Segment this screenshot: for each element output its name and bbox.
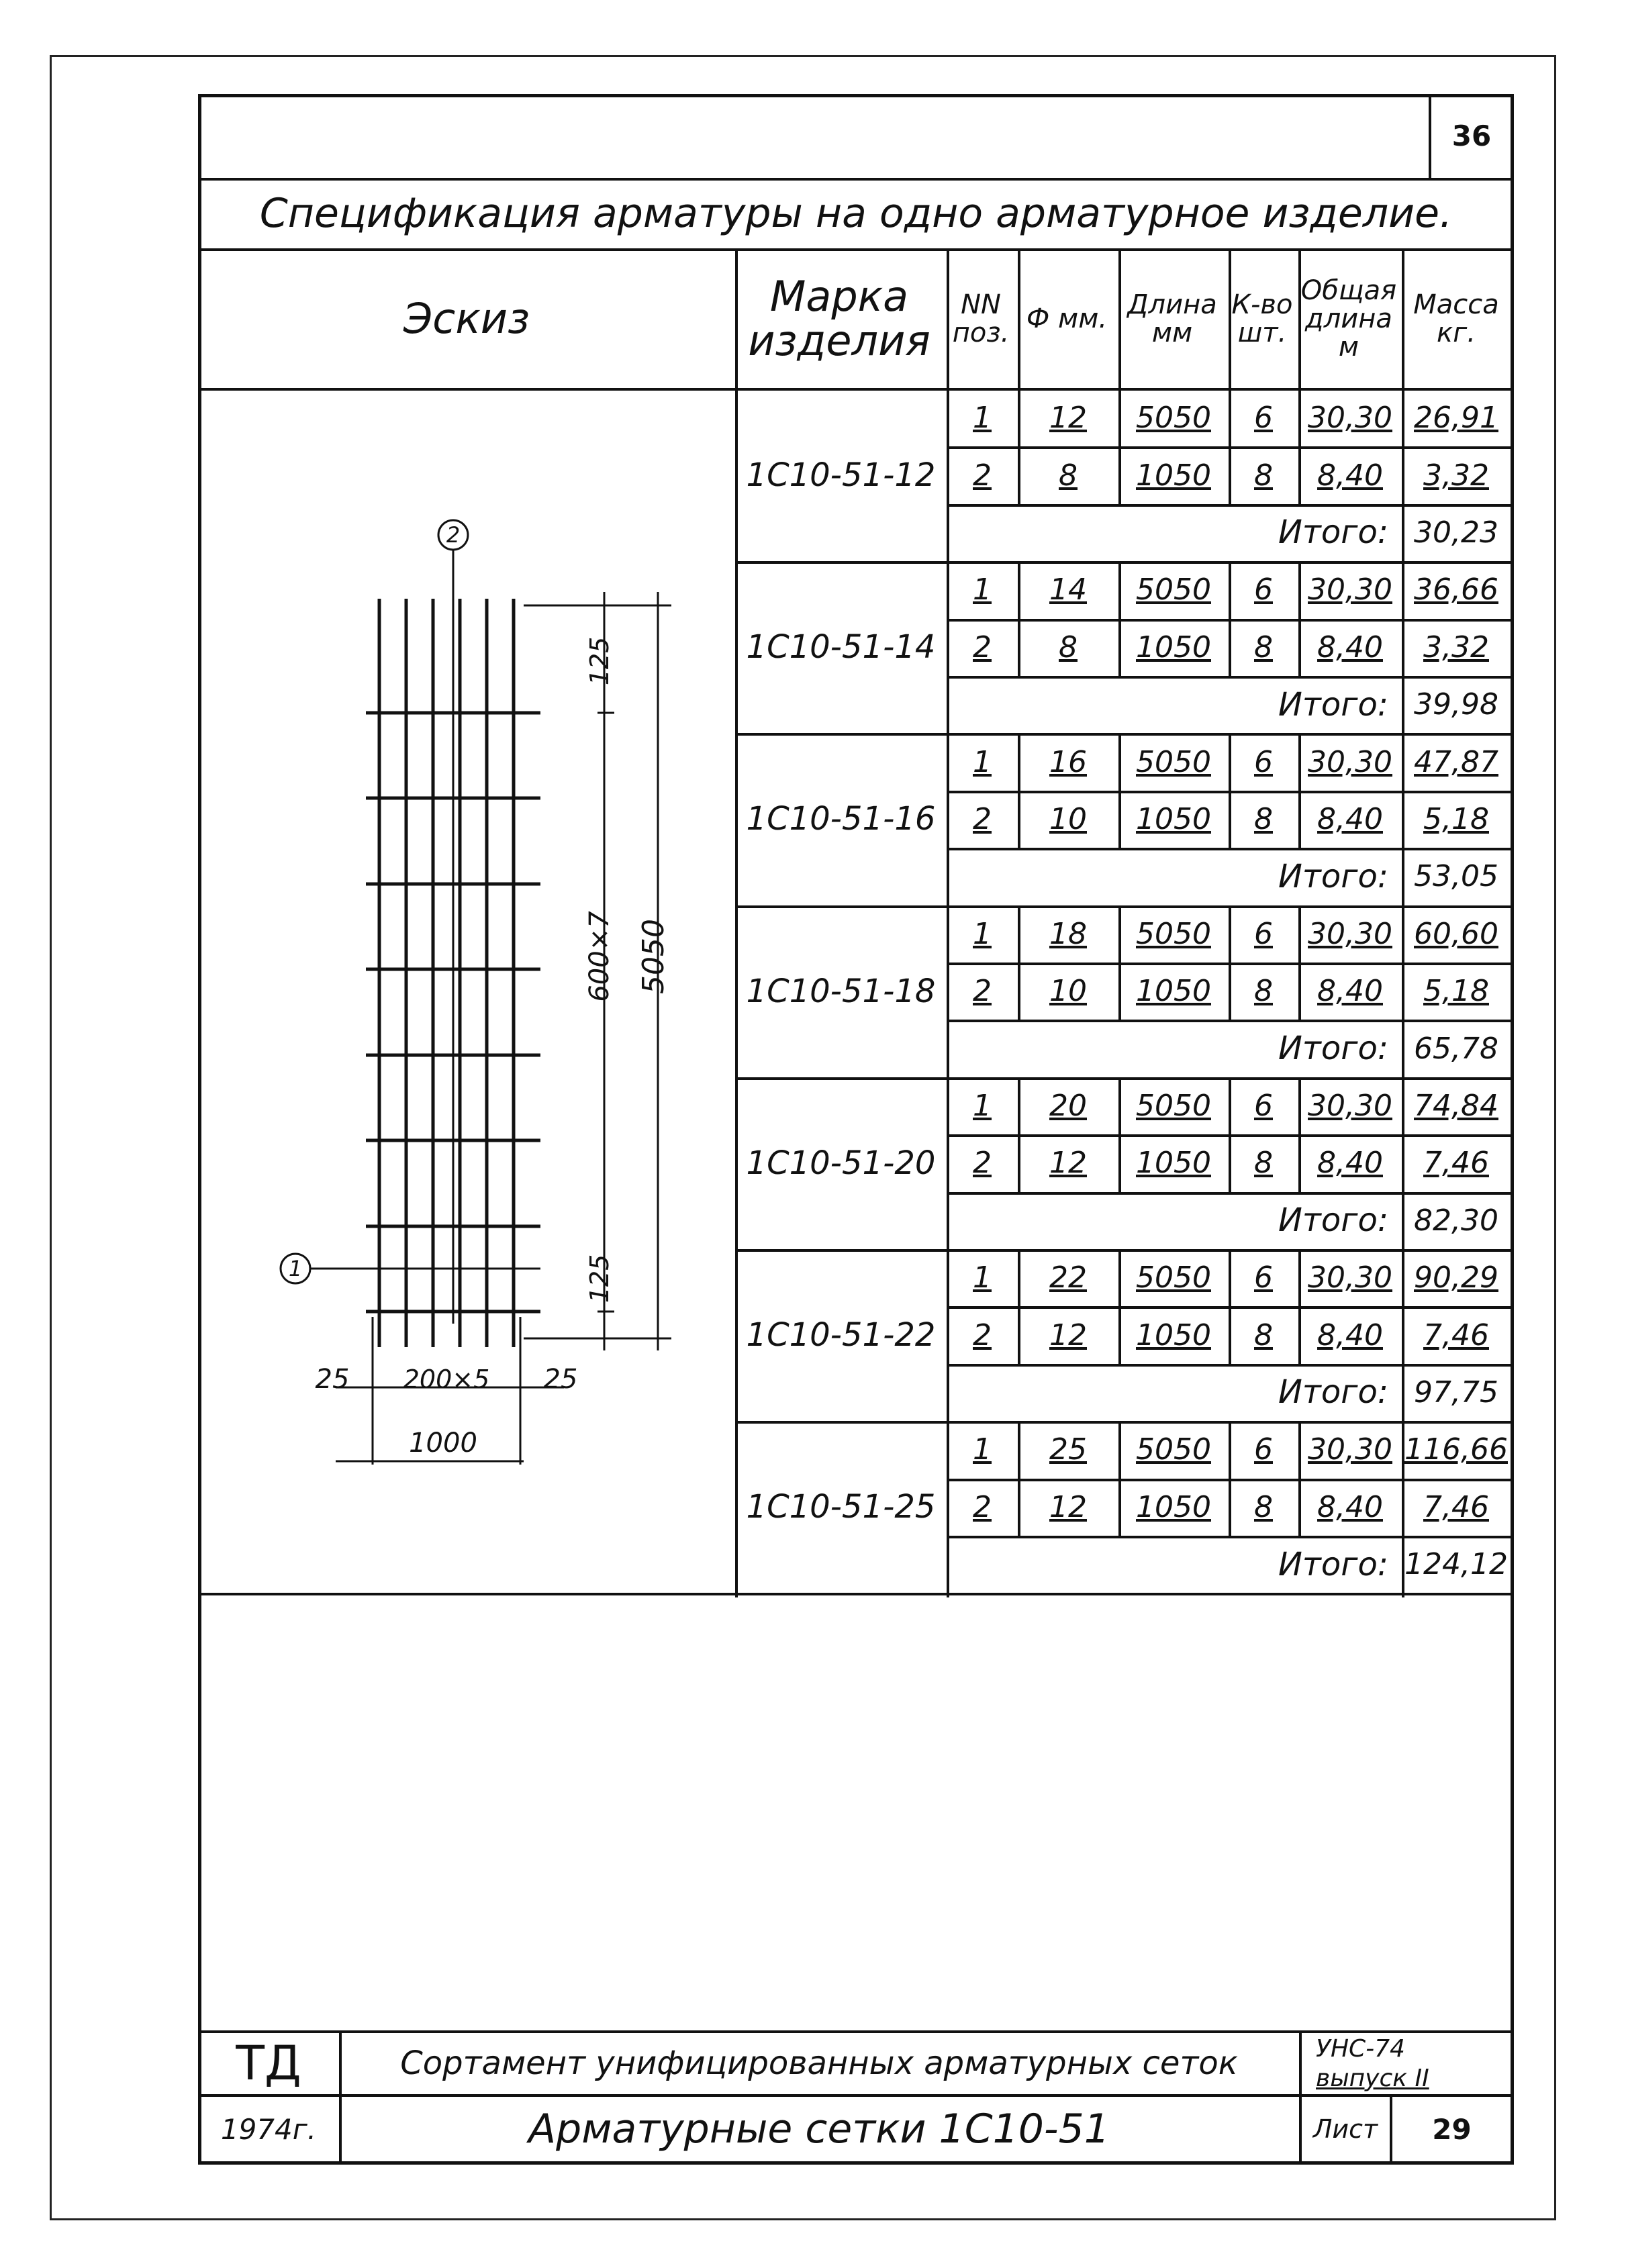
row-column-divider — [1118, 389, 1121, 446]
cell-length: 5050 — [1136, 916, 1211, 951]
row-column-divider — [1018, 389, 1020, 446]
stamp-series-title: Сортамент унифицированных арматурных сеток — [400, 2044, 1238, 2082]
row-column-divider — [1298, 1306, 1301, 1363]
cell-qty: 6 — [1254, 1432, 1273, 1467]
cell-pos: 1 — [973, 1088, 992, 1123]
row-column-divider — [1118, 446, 1121, 503]
total-mass: 124,12 — [1404, 1547, 1508, 1582]
row-column-divider — [1118, 733, 1121, 790]
cell-total-length: 8,40 — [1317, 630, 1383, 664]
row-column-divider — [1229, 791, 1231, 848]
col-header-total-length: Общая длина м — [1300, 275, 1397, 362]
total-label: Итого: — [1278, 1201, 1388, 1240]
sheet-number: 36 — [1451, 119, 1492, 152]
pos-1-label: 1 — [288, 1256, 303, 1281]
cell-total-length: 30,30 — [1308, 1261, 1392, 1295]
row-column-divider — [1018, 963, 1020, 1020]
product-mark: 1С10-51-22 — [746, 1316, 936, 1354]
cell-total-length: 30,30 — [1308, 401, 1392, 436]
cell-dia: 18 — [1049, 916, 1087, 951]
cell-dia: 14 — [1049, 573, 1087, 607]
row-column-divider — [1298, 446, 1301, 503]
total-label: Итого: — [1278, 513, 1388, 552]
row-column-divider — [1018, 905, 1020, 963]
row-column-divider — [1229, 733, 1231, 790]
row-column-divider — [1118, 905, 1121, 963]
cell-qty: 8 — [1254, 1146, 1273, 1181]
total-mass: 82,30 — [1414, 1203, 1498, 1238]
dim-5050: 5050 — [636, 919, 671, 994]
dim-25-right: 25 — [543, 1364, 578, 1395]
stamp-logo: ТД — [236, 2036, 301, 2091]
cell-mass: 47,87 — [1414, 744, 1498, 779]
cell-mass: 60,60 — [1414, 916, 1498, 951]
cell-total-length: 30,30 — [1308, 1432, 1392, 1467]
col-header-pos: NN поз. — [952, 289, 1010, 348]
col-header-mark: Марка изделия — [748, 272, 930, 365]
cell-length: 5050 — [1136, 1088, 1211, 1123]
cell-qty: 8 — [1254, 1318, 1273, 1352]
col-header-sketch: Эскиз — [403, 294, 530, 343]
col-header-length: Длина мм — [1127, 289, 1217, 348]
total-mass: 30,23 — [1414, 515, 1498, 550]
cell-total-length: 8,40 — [1317, 801, 1383, 836]
cell-dia: 12 — [1049, 1489, 1087, 1524]
page-title: Спецификация арматуры на одно арматурное изделие. — [259, 190, 1453, 237]
cell-pos: 2 — [973, 458, 992, 493]
row-column-divider — [1018, 561, 1020, 618]
row-column-divider — [1229, 1306, 1231, 1363]
row-column-divider — [1018, 733, 1020, 790]
cell-qty: 8 — [1254, 974, 1273, 1009]
cell-qty: 6 — [1254, 573, 1273, 607]
row-column-divider — [1229, 963, 1231, 1020]
row-column-divider — [1018, 1479, 1020, 1536]
row-column-divider — [1298, 905, 1301, 963]
row-column-divider — [1118, 1306, 1121, 1363]
product-mark: 1С10-51-12 — [746, 456, 936, 495]
row-column-divider — [1298, 963, 1301, 1020]
cell-mass: 90,29 — [1414, 1261, 1498, 1295]
cell-length: 1050 — [1136, 1146, 1211, 1181]
product-mark: 1С10-51-25 — [746, 1488, 936, 1526]
cell-dia: 10 — [1049, 974, 1087, 1009]
cell-length: 1050 — [1136, 458, 1211, 493]
cell-length: 1050 — [1136, 801, 1211, 836]
cell-total-length: 30,30 — [1308, 916, 1392, 951]
row-column-divider — [1018, 1306, 1020, 1363]
row-column-divider — [1298, 1249, 1301, 1306]
row-column-divider — [1118, 791, 1121, 848]
row-column-divider — [1298, 791, 1301, 848]
cell-qty: 8 — [1254, 1489, 1273, 1524]
cell-dia: 12 — [1049, 401, 1087, 436]
cell-dia: 8 — [1059, 458, 1078, 493]
column-divider — [1298, 250, 1301, 388]
row-column-divider — [1229, 619, 1231, 676]
cell-total-length: 30,30 — [1308, 744, 1392, 779]
total-label: Итого: — [1278, 685, 1388, 724]
col-header-mass: Масса кг. — [1413, 289, 1499, 348]
stamp-sheet-number: 29 — [1432, 2112, 1472, 2146]
cell-qty: 6 — [1254, 744, 1273, 779]
stamp-code-divider — [1299, 2030, 1302, 2165]
cell-qty: 8 — [1254, 458, 1273, 493]
cell-pos: 2 — [973, 1489, 992, 1524]
row-column-divider — [1118, 963, 1121, 1020]
cell-pos: 2 — [973, 801, 992, 836]
cell-total-length: 8,40 — [1317, 1489, 1383, 1524]
cell-mass: 116,66 — [1404, 1432, 1508, 1467]
cell-dia: 12 — [1049, 1318, 1087, 1352]
row-column-divider — [1298, 561, 1301, 618]
row-column-divider — [1118, 1421, 1121, 1478]
product-mark: 1С10-51-14 — [746, 628, 936, 667]
cell-total-length: 8,40 — [1317, 458, 1383, 493]
cell-dia: 16 — [1049, 744, 1087, 779]
dim-200x5: 200×5 — [403, 1365, 490, 1394]
cell-qty: 6 — [1254, 1261, 1273, 1295]
row-column-divider — [1298, 389, 1301, 446]
row-column-divider — [1018, 791, 1020, 848]
total-label: Итого: — [1278, 1030, 1388, 1068]
cell-length: 5050 — [1136, 1432, 1211, 1467]
row-column-divider — [1018, 1421, 1020, 1478]
cell-qty: 8 — [1254, 801, 1273, 836]
row-column-divider — [1018, 619, 1020, 676]
cell-mass: 7,46 — [1423, 1146, 1489, 1181]
column-divider — [1018, 250, 1020, 388]
cell-pos: 1 — [973, 573, 992, 607]
cell-total-length: 8,40 — [1317, 1318, 1383, 1352]
cell-mass: 3,32 — [1423, 458, 1489, 493]
cell-length: 1050 — [1136, 1318, 1211, 1352]
cell-pos: 2 — [973, 630, 992, 664]
pos-2-label: 2 — [446, 522, 461, 548]
dim-600x7: 600×7 — [584, 911, 615, 1002]
row-column-divider — [1118, 561, 1121, 618]
row-column-divider — [1118, 1077, 1121, 1134]
cell-mass: 3,32 — [1423, 630, 1489, 664]
total-mass: 53,05 — [1414, 859, 1498, 894]
cell-dia: 8 — [1059, 630, 1078, 664]
row-column-divider — [1118, 1134, 1121, 1191]
cell-total-length: 30,30 — [1308, 573, 1392, 607]
row-column-divider — [1018, 1134, 1020, 1191]
row-column-divider — [1118, 619, 1121, 676]
cell-length: 5050 — [1136, 1261, 1211, 1295]
stamp-logo-divider — [339, 2030, 342, 2165]
row-column-divider — [1229, 1134, 1231, 1191]
column-divider — [1229, 250, 1231, 388]
cell-mass: 26,91 — [1414, 401, 1498, 436]
column-divider — [1118, 250, 1121, 388]
cell-total-length: 30,30 — [1308, 1088, 1392, 1123]
row-column-divider — [1298, 1077, 1301, 1134]
cell-dia: 10 — [1049, 801, 1087, 836]
cell-length: 5050 — [1136, 744, 1211, 779]
cell-qty: 6 — [1254, 1088, 1273, 1123]
total-label: Итого: — [1278, 1373, 1388, 1412]
row-column-divider — [1018, 446, 1020, 503]
stamp-sheet-title: Арматурные сетки 1С10-51 — [528, 2106, 1110, 2153]
row-column-divider — [1298, 733, 1301, 790]
row-column-divider — [1229, 1249, 1231, 1306]
cell-dia: 12 — [1049, 1146, 1087, 1181]
total-mass: 39,98 — [1414, 687, 1498, 722]
stamp-code: УНС-74 — [1316, 2034, 1405, 2063]
total-label: Итого: — [1278, 857, 1388, 895]
stamp-issue: выпуск II — [1316, 2064, 1429, 2092]
cell-pos: 1 — [973, 401, 992, 436]
row-column-divider — [1229, 561, 1231, 618]
cell-pos: 2 — [973, 974, 992, 1009]
dim-25-left: 25 — [315, 1364, 350, 1395]
total-label: Итого: — [1278, 1545, 1388, 1583]
cell-total-length: 8,40 — [1317, 974, 1383, 1009]
cell-pos: 1 — [973, 744, 992, 779]
cell-mass: 74,84 — [1414, 1088, 1498, 1123]
row-column-divider — [1229, 389, 1231, 446]
cell-length: 5050 — [1136, 401, 1211, 436]
cell-mass: 5,18 — [1423, 801, 1489, 836]
row-column-divider — [1298, 1134, 1301, 1191]
cell-mass: 36,66 — [1414, 573, 1498, 607]
row-column-divider — [1118, 1249, 1121, 1306]
cell-dia: 25 — [1049, 1432, 1087, 1467]
cell-pos: 1 — [973, 916, 992, 951]
cell-pos: 2 — [973, 1318, 992, 1352]
cell-total-length: 8,40 — [1317, 1146, 1383, 1181]
row-column-divider — [1298, 1421, 1301, 1478]
column-divider — [1402, 250, 1404, 388]
row-column-divider — [1298, 1479, 1301, 1536]
dim-125-top: 125 — [585, 636, 614, 686]
stamp-year: 1974г. — [220, 2112, 317, 2146]
cell-mass: 7,46 — [1423, 1318, 1489, 1352]
col-header-dia: Ф мм. — [1026, 303, 1108, 334]
row-column-divider — [1018, 1077, 1020, 1134]
cell-qty: 6 — [1254, 916, 1273, 951]
cell-dia: 22 — [1049, 1261, 1087, 1295]
product-mark: 1С10-51-20 — [746, 1144, 936, 1182]
row-column-divider — [1018, 1249, 1020, 1306]
dim-1000: 1000 — [409, 1428, 477, 1459]
row-column-divider — [1229, 446, 1231, 503]
cell-pos: 1 — [973, 1432, 992, 1467]
product-mark: 1С10-51-16 — [746, 800, 936, 838]
product-mark: 1С10-51-18 — [746, 972, 936, 1010]
row-column-divider — [1229, 905, 1231, 963]
cell-length: 1050 — [1136, 974, 1211, 1009]
cell-mass: 5,18 — [1423, 974, 1489, 1009]
total-mass: 65,78 — [1414, 1031, 1498, 1066]
row-column-divider — [1229, 1479, 1231, 1536]
cell-length: 1050 — [1136, 1489, 1211, 1524]
cell-length: 5050 — [1136, 573, 1211, 607]
row-column-divider — [1118, 1479, 1121, 1536]
cell-pos: 2 — [973, 1146, 992, 1181]
cell-qty: 6 — [1254, 401, 1273, 436]
cell-mass: 7,46 — [1423, 1489, 1489, 1524]
stamp-sheet-label: Лист — [1312, 2114, 1378, 2144]
dim-125-bottom: 125 — [585, 1254, 614, 1303]
cell-length: 1050 — [1136, 630, 1211, 664]
row-column-divider — [1229, 1421, 1231, 1478]
row-column-divider — [1298, 619, 1301, 676]
col-header-qty: К-во шт. — [1231, 289, 1293, 348]
cell-pos: 1 — [973, 1261, 992, 1295]
total-mass: 97,75 — [1414, 1375, 1498, 1410]
cell-dia: 20 — [1049, 1088, 1087, 1123]
stamp-sheet-divider — [1390, 2094, 1392, 2165]
cell-qty: 8 — [1254, 630, 1273, 664]
row-column-divider — [1229, 1077, 1231, 1134]
